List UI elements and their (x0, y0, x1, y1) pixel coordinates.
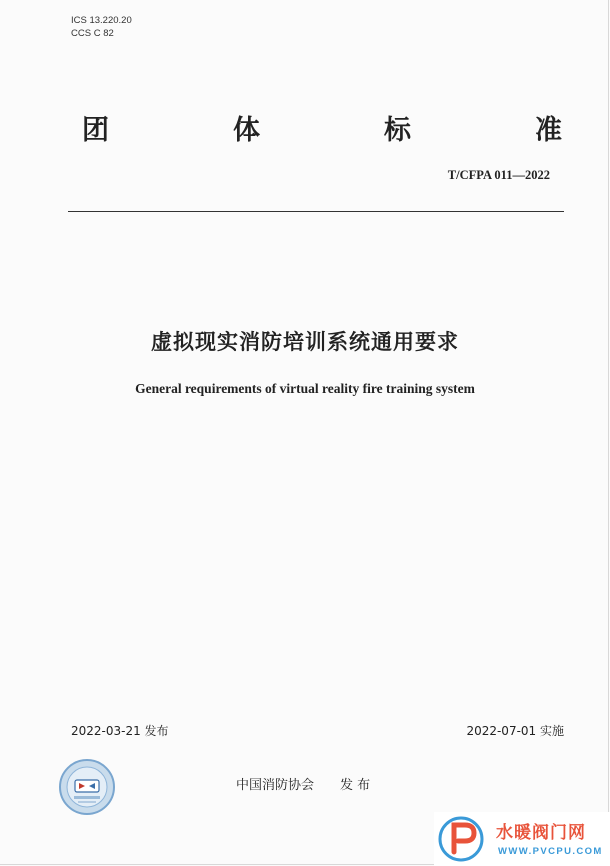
issuer-action: 发 布 (340, 778, 371, 793)
implementation-date: 2022-07-01 实施 (466, 724, 564, 738)
heading-char: 团 (82, 115, 109, 146)
heading-char: 准 (535, 115, 562, 146)
header-divider (68, 211, 564, 212)
issuer-name: 中国消防协会 (236, 778, 315, 793)
heading-char: 标 (384, 115, 411, 146)
watermark-url: WWW.PVCPU.COM (498, 846, 603, 857)
classification-codes (71, 14, 132, 40)
publication-date: 2022-03-21 发布 (71, 724, 169, 738)
document-type-heading (82, 108, 562, 148)
ccs-code: CCS C 82 (71, 28, 114, 39)
ics-code: ICS 13.220.20 (71, 15, 132, 26)
watermark-site-name: 水暖阀门网 (496, 823, 586, 843)
title-chinese: 虚拟现实消防培训系统通用要求 (151, 330, 459, 354)
heading-char: 体 (233, 115, 260, 146)
issuer-line (236, 774, 370, 793)
certification-stamp-icon (58, 758, 116, 816)
title-english: General requirements of virtual reality fire training system (135, 381, 475, 396)
standard-number: T/CFPA 011—2022 (447, 168, 550, 182)
